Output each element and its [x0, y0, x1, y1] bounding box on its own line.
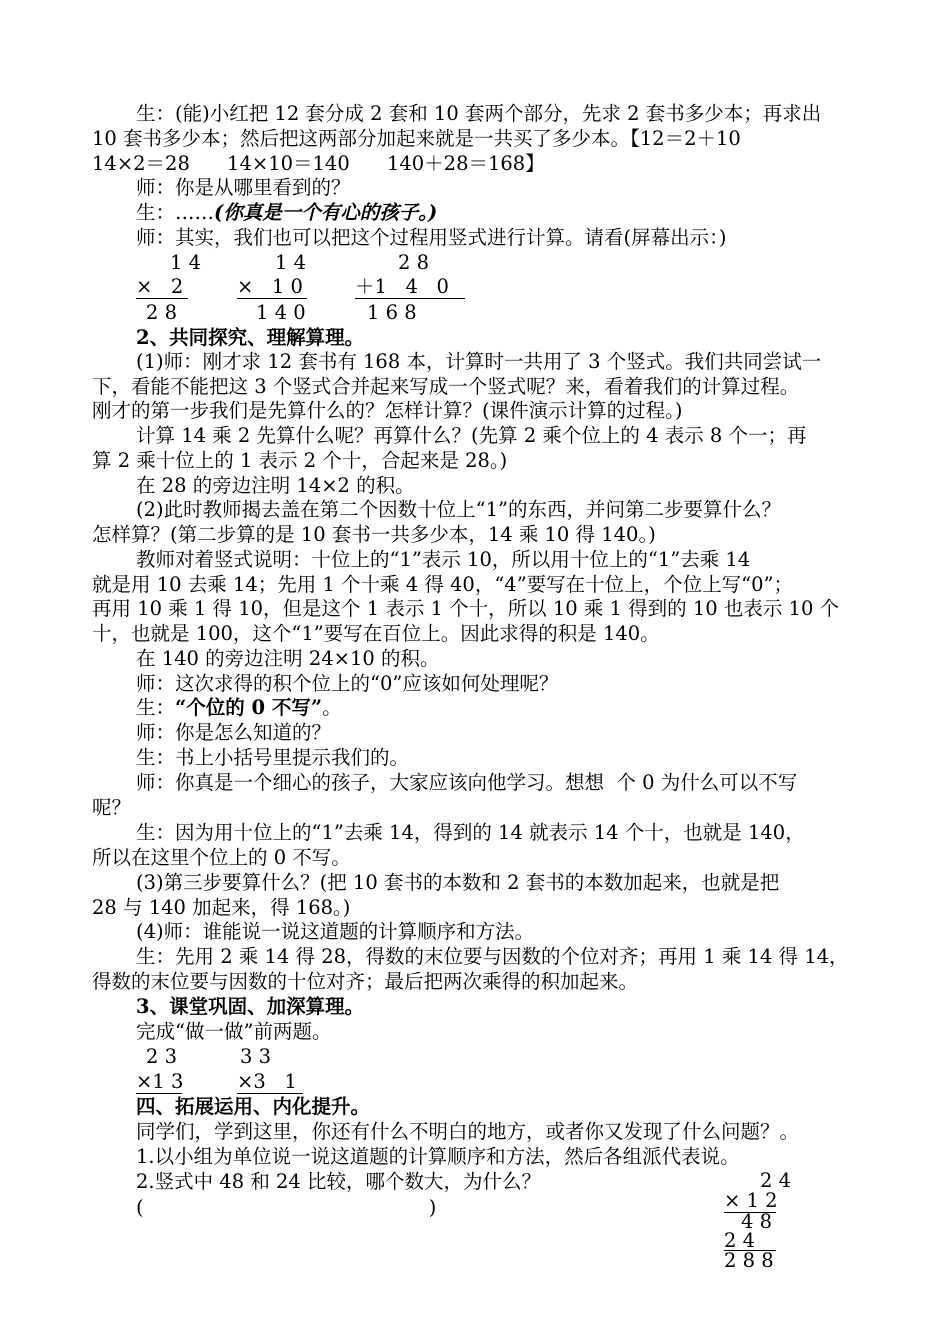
- text-line: 生：书上小括号里提示我们的。: [136, 746, 410, 769]
- calc-b-line1: 1 4: [275, 251, 307, 274]
- text-line: 十，也就是 100，这个“1”要写在百位上。因此求得的积是 140。: [92, 622, 660, 645]
- text-line: 师：你真是一个细心的孩子，大家应该向他学习。想想 个 0 为什么可以不写: [136, 771, 798, 794]
- calc-f-line2: × 1 2: [724, 1189, 778, 1212]
- text-line: 生：(能)小红把 12 套分成 2 套和 10 套两个部分，先求 2 套书多少本；再求出: [136, 102, 822, 125]
- text-line: 怎样算？(第二步算的是 10 套书一共多少本，14 乘 10 得 140。): [92, 523, 656, 546]
- calc-f-line1: 2 4: [760, 1169, 792, 1192]
- text-line: 就是用 10 去乘 14；先用 1 个十乘 4 得 40，“4”要写在十位上，个位上写“0”；: [92, 573, 794, 596]
- speaker-text: 生：: [136, 696, 176, 719]
- calc-c-line2: ＋1 4 0: [355, 275, 449, 298]
- text-line: (1)师：刚才求 12 套书有 168 本，计算时一共用了 3 个竖式。我们共同尝试一: [136, 350, 822, 373]
- calc-f-line3: 4 8: [741, 1210, 773, 1233]
- text-line: 14×2＝28 14×10＝140 140＋28＝168】: [92, 152, 545, 175]
- text-line: 在 140 的旁边注明 24×10 的积。: [136, 647, 440, 670]
- text-line: 下，看能不能把这 3 个竖式合并起来写成一个竖式呢？来，看着我们的计算过程。: [92, 375, 800, 398]
- calc-f-line4: 2 4: [724, 1229, 756, 1252]
- text-line: 呢？: [92, 796, 132, 819]
- text-line: 师：这次求得的积个位上的“0”应该如何处理呢？: [136, 672, 559, 695]
- text-line: 教师对着竖式说明：十位上的“1”表示 10，所以用十位上的“1”去乘 14: [136, 548, 751, 571]
- text-line: 师：其实，我们也可以把这个过程用竖式进行计算。请看(屏幕出示：): [136, 226, 727, 249]
- calc-d-line1: 2 3: [146, 1045, 178, 1068]
- text-line: 再用 10 乘 1 得 10，但是这个 1 表示 1 个十，所以 10 乘 1 得到的 10 也表示 10 个: [92, 597, 840, 620]
- calc-f-result: 2 8 8: [724, 1249, 774, 1272]
- calc-a-line1: 1 4: [170, 251, 202, 274]
- text-line: [136, 695, 342, 721]
- text-line: 师：你是怎么知道的？: [136, 721, 332, 744]
- calc-c-rule: [355, 298, 465, 299]
- text-line: [136, 200, 437, 226]
- text-line: 生：先用 2 乘 14 得 28，得数的末位要与因数的个位对齐；再用 1 乘 14 得 14，: [136, 945, 849, 968]
- text-line: 算 2 乘十位上的 1 表示 2 个十，合起来是 28。): [92, 449, 508, 472]
- text-line: 刚才的第一步我们是先算什么的？怎样计算？(课件演示计算的过程。): [92, 399, 683, 422]
- calc-a-rule: [136, 298, 188, 299]
- text-line: (4)师：谁能说一说这道题的计算顺序和方法。: [136, 920, 535, 943]
- emphasis-text: (你真是一个有心的孩子。): [214, 201, 438, 224]
- calc-a-line2: × 2: [136, 275, 184, 298]
- emphasis-text: “个位的 0 不写”: [175, 696, 323, 719]
- text-line: 生：因为用十位上的“1”去乘 14，得到的 14 就表示 14 个十，也就是 140，: [136, 821, 805, 844]
- calc-c-result: 1 6 8: [367, 301, 417, 324]
- text-line: 10 套书多少本；然后把这两部分加起来就是一共买了多少本。【12＝2＋10: [92, 127, 741, 150]
- calc-b-line2: × 1 0: [237, 275, 303, 298]
- calc-a-result: 2 8: [146, 301, 178, 324]
- text-line: 在 28 的旁边注明 14×2 的积。: [136, 474, 415, 497]
- calc-e-line1: 3 3: [240, 1045, 272, 1068]
- text-line: 28 与 140 加起来，得 168。): [92, 896, 351, 919]
- text-line: 同学们，学到这里，你还有什么不明白的地方，或者你又发现了什么问题？。: [136, 1120, 800, 1143]
- text-line: 1.以小组为单位说一说这道题的计算顺序和方法，然后各组派代表说。: [136, 1145, 740, 1168]
- calc-c-line1: 2 8: [398, 251, 430, 274]
- text-line: 计算 14 乘 2 先算什么呢？再算什么？(先算 2 乘个位上的 4 表示 8 个一；再: [136, 424, 807, 447]
- section-heading: 四、拓展运用、内化提升。: [136, 1095, 371, 1118]
- text-line: ( ): [136, 1196, 437, 1219]
- speaker-text: 生：……: [136, 201, 215, 224]
- text-line: (3)第三步要算什么？(把 10 套书的本数和 2 套书的本数加起来，也就是把: [136, 871, 780, 894]
- section-heading: 3、课堂巩固、加深算理。: [136, 995, 365, 1018]
- section-heading: 2、共同探究、理解算理。: [136, 326, 365, 349]
- punctuation: 。: [322, 696, 342, 719]
- text-line: 所以在这里个位上的 0 不写。: [92, 846, 351, 869]
- text-line: 得数的末位要与因数的十位对齐；最后把两次乘得的积加起来。: [92, 970, 639, 993]
- calc-b-rule: [237, 298, 307, 299]
- calc-b-result: 1 4 0: [256, 301, 306, 324]
- text-line: (2)此时教师揭去盖在第二个因数十位上“1”的东西，并问第二步要算什么？: [136, 498, 781, 521]
- text-line: 师：你是从哪里看到的？: [136, 176, 351, 199]
- text-line: 2.竖式中 48 和 24 比较，哪个数大，为什么？: [136, 1170, 542, 1193]
- calc-e-line2: ×3 1: [237, 1070, 297, 1093]
- calc-d-line2: ×1 3: [136, 1070, 184, 1093]
- text-line: 完成“做一做”前两题。: [136, 1020, 332, 1043]
